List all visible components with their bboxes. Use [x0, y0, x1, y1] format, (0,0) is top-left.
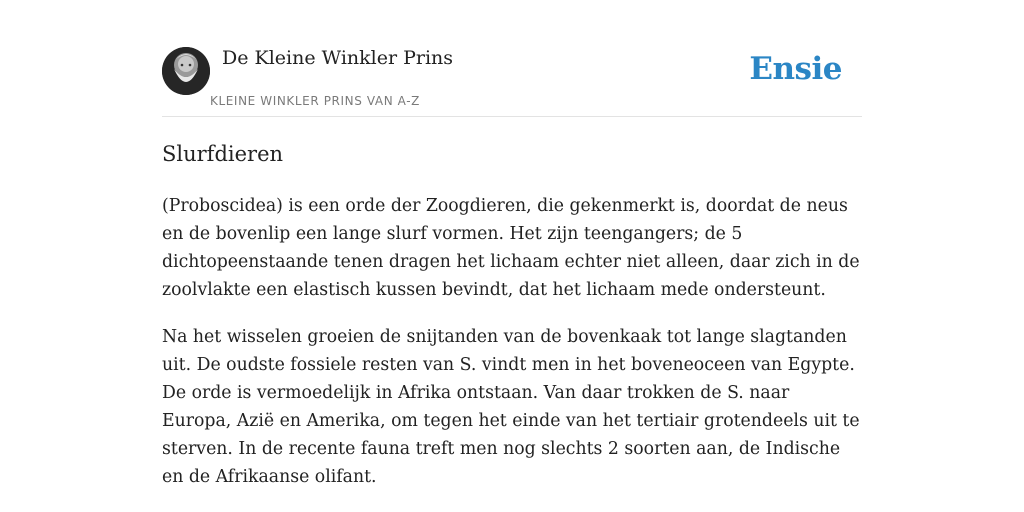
entry-paragraph: (Proboscidea) is een orde der Zoogdieren, die gekenmerkt is, doordat de neus en de bovenlip een lange slurf vormen. Het zijn teengangers; de 5 dichtopeenstaande tenen dragen het lichaam echter niet alleen, daar zich in de zoolvlakte een elastisch kussen bevindt, dat het lichaam mede ondersteunt. — [162, 196, 860, 300]
article-card — [162, 0, 862, 512]
entry-body — [162, 192, 862, 510]
ensie-logo[interactable]: Ensie — [749, 51, 842, 87]
source-title[interactable]: De Kleine Winkler Prins — [222, 47, 454, 69]
author-avatar[interactable] — [162, 47, 210, 95]
entry-paragraph: Na het wisselen groeien de snijtanden van de bovenkaak tot lange slagtanden uit. De oudste fossiele resten van S. vindt men in het boveneoceen van Egypte. De orde is vermoedelijk in Afrika ontstaan. Van daar trokken de S. naar Europa, Azië en Amerika, om tegen het einde van het tertiair grotendeels uit te sterven. In de recente fauna treft men nog slechts 2 soorten aan, de Indische en de Afrikaanse olifant. — [162, 327, 860, 487]
source-subtitle[interactable]: KLEINE WINKLER PRINS VAN A-Z — [210, 94, 420, 108]
article-header — [162, 0, 862, 117]
entry-title: Slurfdieren — [162, 142, 284, 166]
portrait-icon — [162, 47, 210, 95]
